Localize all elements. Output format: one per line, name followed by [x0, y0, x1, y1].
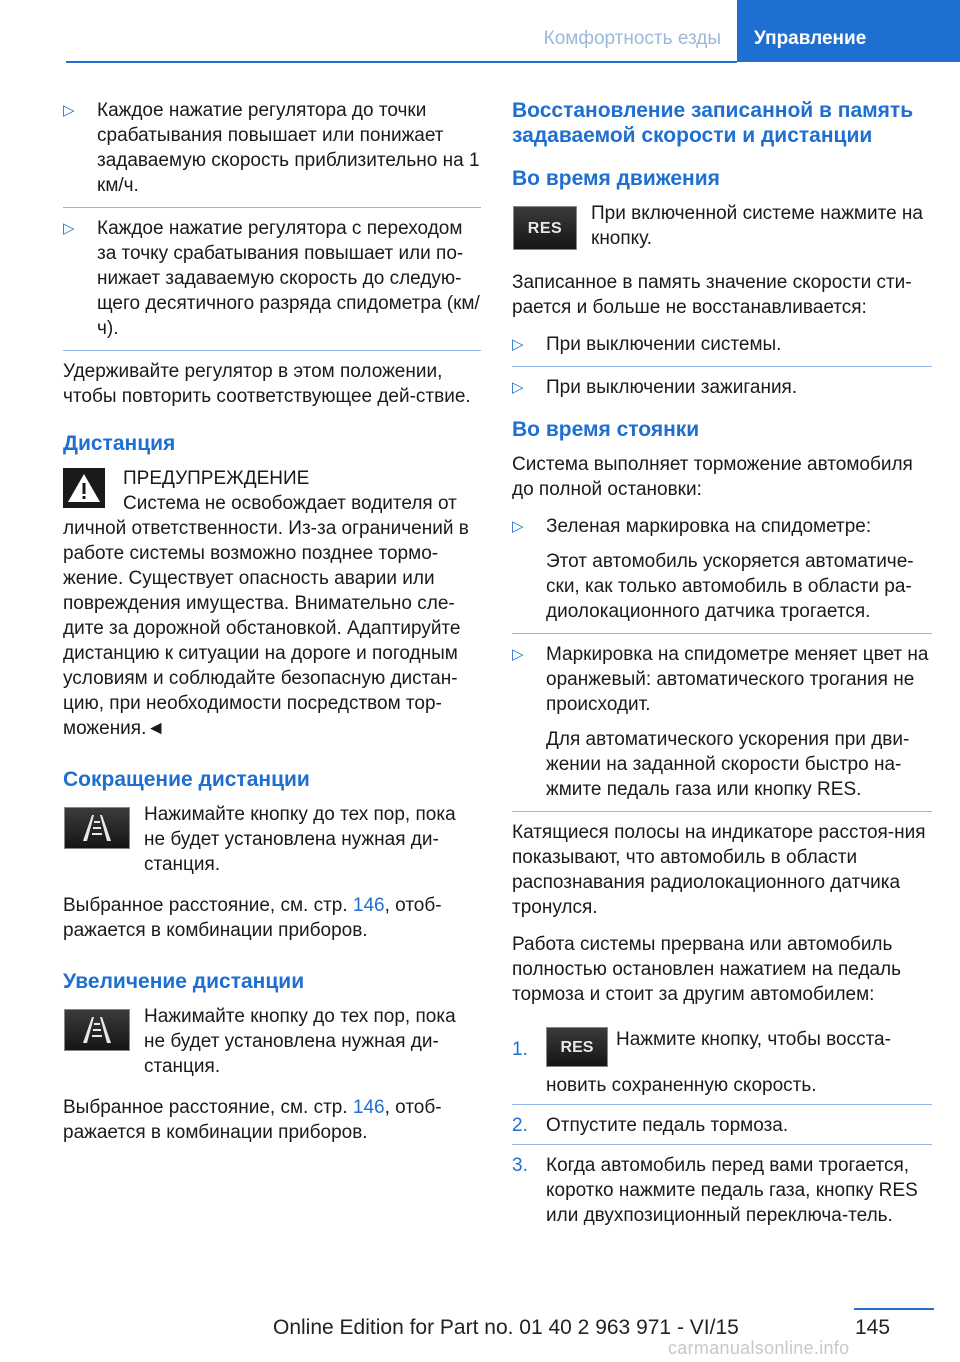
page-link[interactable]: 146	[352, 1097, 385, 1118]
reduce-distance-reference	[63, 893, 481, 943]
right-column	[512, 98, 932, 1242]
step-number: 2.	[512, 1115, 528, 1136]
warning-block	[63, 466, 481, 741]
orange-marking-text: Для автоматического ускорения при дви-жении на заданной скорости быстро на-жмите педаль газа или кнопку RES.	[546, 729, 910, 800]
bullet-item	[63, 216, 481, 351]
ref-text-before: Выбранное расстояние, см. стр.	[63, 1097, 353, 1118]
increase-distance-block	[63, 1004, 481, 1079]
reduce-distance-text: Нажимайте кнопку до тех пор, пока не будет установлена нужная ди-станция.	[144, 804, 456, 875]
warning-title: ПРЕДУПРЕЖДЕНИЕ	[123, 468, 310, 489]
driving-text: При включенной системе нажмите на кнопку.	[591, 203, 923, 249]
bullet-item	[512, 375, 932, 409]
driving-block	[512, 201, 932, 254]
res-button-icon	[546, 1027, 608, 1067]
header-chapter-tab: Управление	[737, 0, 960, 62]
ref-text-before: Выбранное расстояние, см. стр.	[63, 895, 353, 916]
hold-paragraph: Удерживайте регулятор в этом положении, чтобы повторить соответствующее дей-ствие.	[63, 361, 471, 407]
erase-paragraph: Записанное в память значение скорости сти-рается и больше не восстанавливается:	[512, 272, 912, 318]
step-item	[512, 1113, 932, 1145]
standstill-paragraph: Система выполняет торможение автомобиля до полной остановки:	[512, 454, 913, 500]
reduce-distance-heading: Сокращение дистанции	[63, 768, 310, 791]
res-button-label: RES	[527, 219, 563, 237]
triangle-right-icon: ▷	[63, 102, 75, 119]
reduce-distance-block	[63, 802, 481, 877]
page-number: 145	[855, 1316, 891, 1339]
header-divider	[66, 61, 737, 63]
triangle-right-icon: ▷	[512, 518, 524, 535]
ref-text-after: , отоб-ражается в комбинации приборов.	[63, 1097, 442, 1143]
warning-triangle-icon	[63, 468, 105, 508]
increase-distance-heading: Увеличение дистанции	[63, 970, 305, 993]
header-section-title: Комфортность езды	[543, 28, 721, 49]
step-text: Отпустите педаль тормоза.	[546, 1115, 789, 1136]
standstill-heading: Во время стоянки	[512, 418, 700, 441]
res-button-icon	[513, 206, 577, 250]
green-marking-text: Этот автомобиль ускоряется автоматиче-ски, как только автомобиль в области ра-диолокационного датчика трогается.	[546, 551, 914, 622]
distance-bars-glyph	[75, 1015, 119, 1045]
bullet-text	[546, 642, 932, 802]
bullet-text: При выключении зажигания.	[546, 377, 798, 398]
step-text: Нажмите кнопку, чтобы восста-новить сохраненную скорость.	[546, 1029, 891, 1096]
watermark: carmanualsonline.info	[668, 1338, 850, 1358]
bullet-text: Каждое нажатие регулятора с переходом за точку срабатывания повышает или по-нижает задаваемую скорость до следую-щего десятичного разряда спидометра (км/ч).	[97, 218, 480, 339]
bullet-item	[512, 642, 932, 812]
triangle-right-icon: ▷	[512, 379, 524, 396]
bars-paragraph: Катящиеся полосы на индикаторе расстоя-ния показывают, что автомобиль в области распознавания радиолокационного датчика тронулся.	[512, 822, 926, 918]
distance-heading: Дистанция	[63, 432, 176, 455]
green-marking-title: Зеленая маркировка на спидометре:	[546, 516, 872, 537]
distance-bars-icon	[64, 1009, 130, 1051]
driving-heading: Во время движения	[512, 167, 720, 190]
bullet-item	[63, 98, 481, 208]
increase-distance-reference	[63, 1095, 481, 1145]
triangle-right-icon: ▷	[63, 220, 75, 237]
step-content	[546, 1027, 932, 1098]
orange-marking-title: Маркировка на спидометре меняет цвет на оранжевый: автоматического трогания не происходит.	[546, 644, 929, 715]
increase-distance-text: Нажимайте кнопку до тех пор, пока не будет установлена нужная ди-станция.	[144, 1006, 456, 1077]
bullet-text: При выключении системы.	[546, 334, 782, 355]
steps-list	[512, 1027, 932, 1234]
step-number: 3.	[512, 1155, 528, 1176]
footer-edition: Online Edition for Part no. 01 40 2 963 971 - VI/15	[273, 1316, 739, 1339]
triangle-right-icon: ▷	[512, 646, 524, 663]
step-text: Когда автомобиль перед вами трогается, коротко нажмите педаль газа, кнопку RES или двухпозиционный переключа-тель.	[546, 1155, 918, 1226]
bullet-item	[512, 332, 932, 367]
page-header	[0, 0, 960, 62]
step-item	[512, 1153, 932, 1234]
restore-heading: Восстановление записанной в память задаваемой скорости и дистанции	[512, 99, 914, 147]
ref-text-after: , отоб-ражается в комбинации приборов.	[63, 895, 442, 941]
bullet-text: Каждое нажатие регулятора до точки срабатывания повышает или понижает задаваемую скорость приблизительно на 1 км/ч.	[97, 100, 480, 196]
distance-bars-glyph	[75, 813, 119, 843]
footer-divider	[854, 1308, 934, 1310]
interrupt-paragraph: Работа системы прервана или автомобиль полностью остановлен нажатием на педаль тормоза и стоит за другим автомобилем:	[512, 934, 902, 1005]
left-column	[63, 98, 481, 1157]
step-item	[512, 1027, 932, 1105]
bullet-text	[546, 514, 932, 624]
res-button-label: RES	[560, 1038, 594, 1056]
triangle-right-icon: ▷	[512, 336, 524, 353]
warning-text: Система не освобождает водителя от личной ответственности. Из-за ограничений в работе системы возможно позднее тормо-жение. Существует опасность аварии или повреждения имущества. Внимательно сле-дите за дорожной обстановкой. Адаптируйте дистанцию к ситуации на дороге и погодным условиям и соблюдайте безопасную дистан-цию, при необходимости посредством тор-можения.◄	[63, 493, 469, 739]
page-link[interactable]: 146	[352, 895, 385, 916]
bullet-item	[512, 514, 932, 634]
distance-bars-icon	[64, 807, 130, 849]
step-number: 1.	[512, 1039, 528, 1060]
